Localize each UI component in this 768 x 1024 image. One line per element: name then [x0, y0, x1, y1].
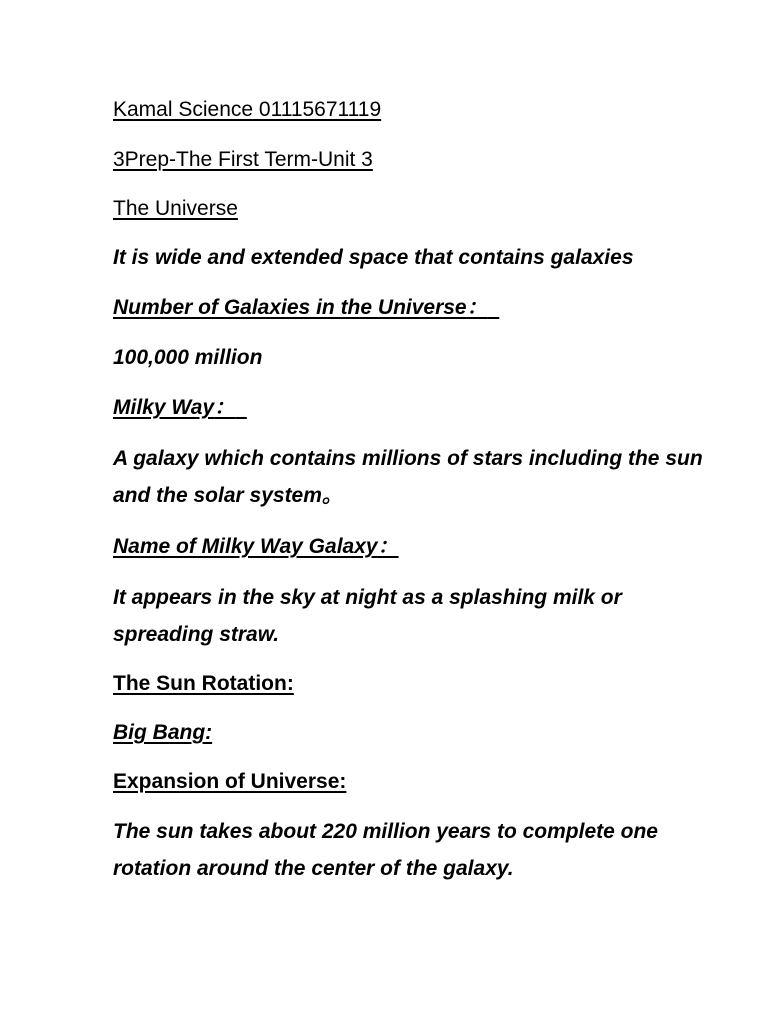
subheader-line: 3Prep-The First Term-Unit 3: [113, 148, 373, 171]
galaxies-heading: [113, 290, 499, 326]
expansion-heading: Expansion of Universe:: [113, 770, 347, 793]
galaxies-heading-label: Number of Galaxies in the Universe: [113, 296, 467, 319]
name-text: It appears in the sky at night as a splashing milk or spreading straw.: [113, 586, 622, 646]
universe-heading: The Universe: [113, 197, 238, 220]
name-heading-label: Name of Milky Way Galaxy: [113, 535, 378, 558]
name-heading: [113, 529, 399, 565]
big-bang-heading: Big Bang:: [113, 721, 213, 744]
galaxies-heading-punct: ：: [466, 296, 488, 319]
milky-way-heading-punct: ：: [214, 396, 236, 419]
galaxies-text: 100,000 million: [113, 346, 263, 369]
milky-way-heading-label: Milky Way: [113, 396, 215, 419]
header-line: Kamal Science 01115671119: [113, 98, 382, 121]
name-heading-punct: ：: [377, 535, 399, 558]
milky-way-heading: [113, 390, 247, 426]
milky-way-text: A galaxy which contains millions of stars including the sun and the solar system。: [113, 447, 703, 507]
sun-rotation-text: The sun takes about 220 million years to complete one rotation around the center of the galaxy.: [113, 820, 658, 880]
sun-rotation-heading: The Sun Rotation:: [113, 672, 294, 695]
universe-text: It is wide and extended space that contains galaxies: [113, 246, 634, 269]
